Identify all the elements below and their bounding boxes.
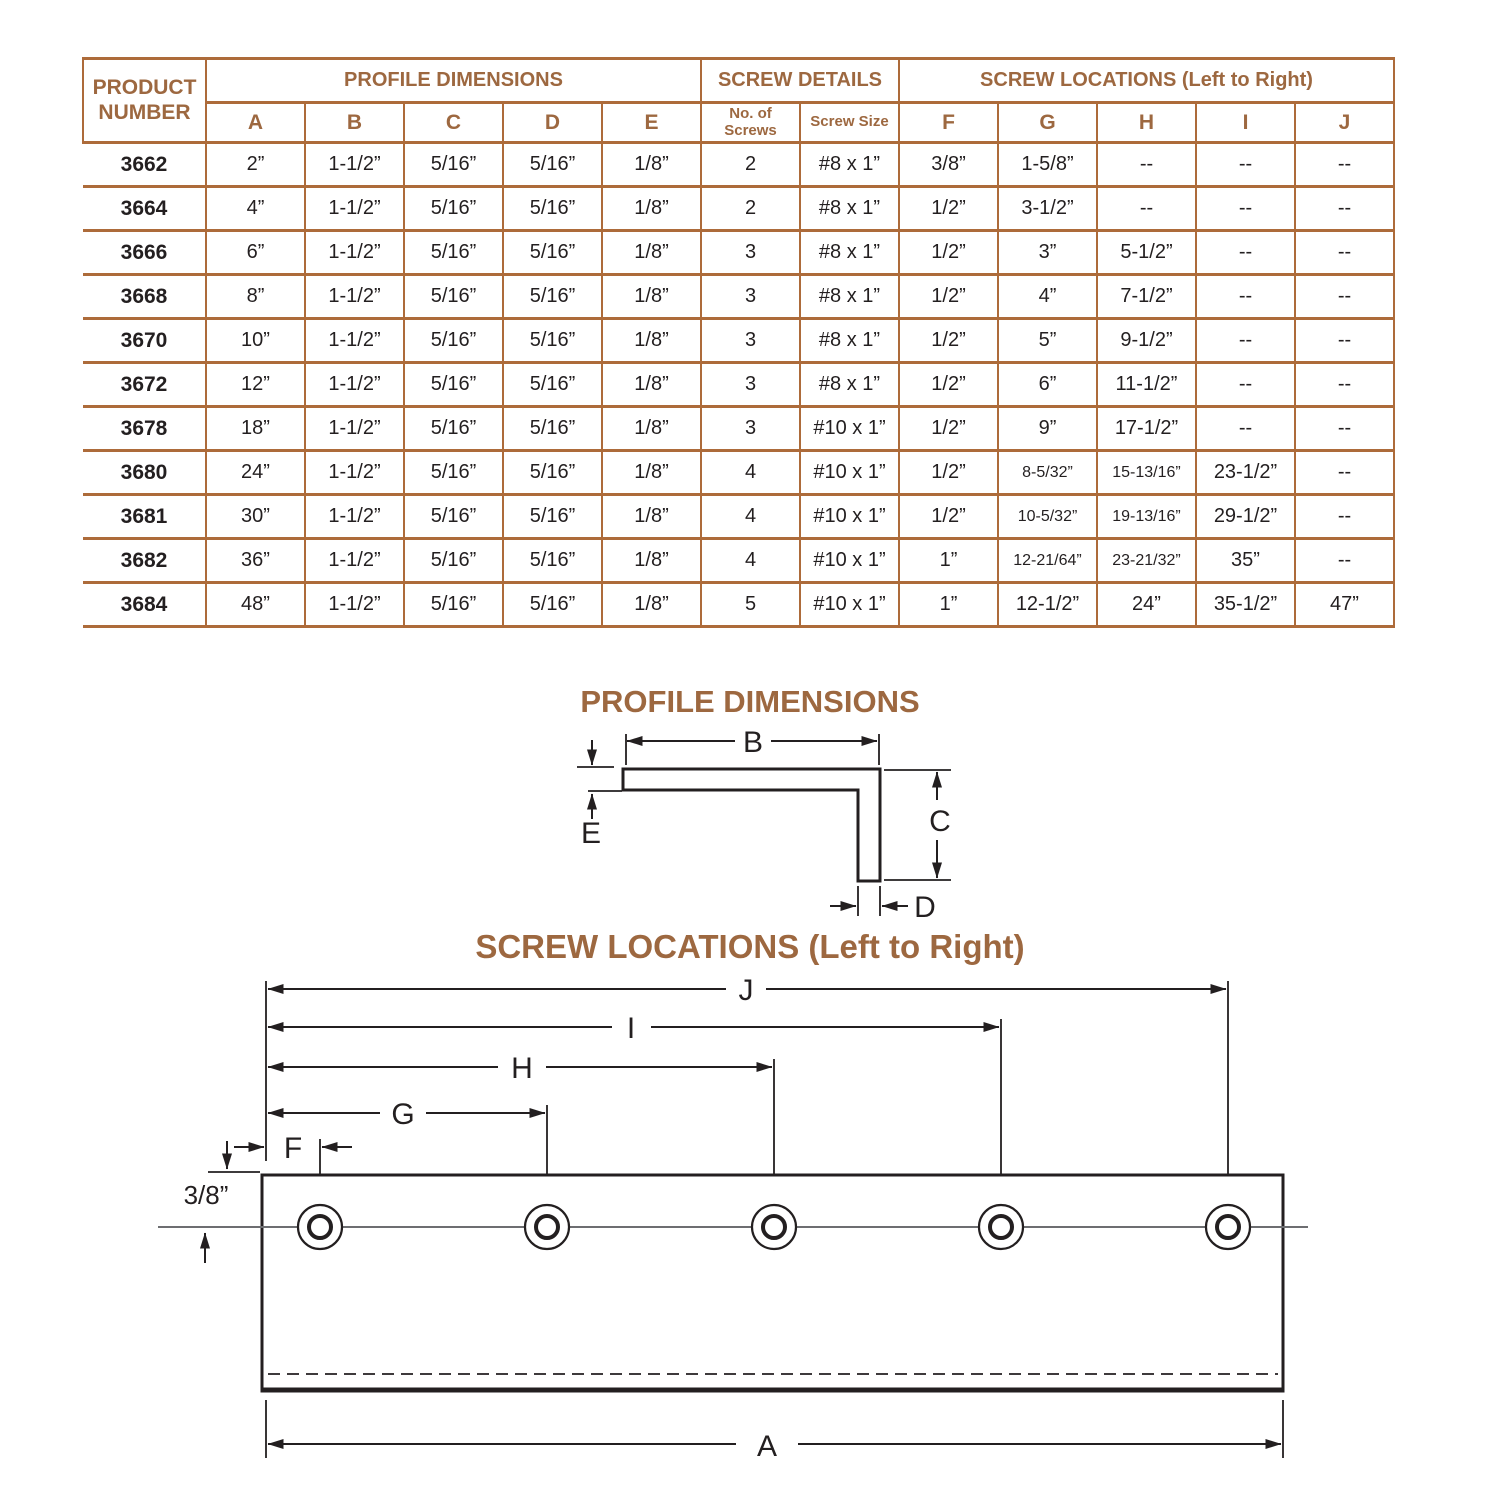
- spec-cell: 1-5/8”: [998, 143, 1097, 187]
- spec-cell: 1/2”: [899, 495, 998, 539]
- profile-l-shape-outline: [623, 769, 880, 881]
- spec-cell: #8 x 1”: [800, 143, 899, 187]
- spec-cell: 6”: [998, 363, 1097, 407]
- dimension-g: [268, 1098, 545, 1131]
- spec-cell: 5/16”: [404, 275, 503, 319]
- dimension-j: [268, 974, 1226, 1007]
- product-number-cell: 3668: [83, 275, 206, 319]
- spec-cell: 10”: [206, 319, 305, 363]
- spec-cell: --: [1097, 143, 1196, 187]
- dimension-label-d: D: [914, 891, 936, 924]
- product-number-cell: 3664: [83, 187, 206, 231]
- spec-cell: 1/8”: [602, 319, 701, 363]
- spec-cell: 1/2”: [899, 275, 998, 319]
- spec-cell: 1-1/2”: [305, 143, 404, 187]
- product-number-cell: 3678: [83, 407, 206, 451]
- spec-cell: --: [1196, 319, 1295, 363]
- table-row: [83, 275, 1394, 319]
- spec-cell: 4: [701, 451, 800, 495]
- dimension-c: [884, 770, 951, 880]
- spec-table-body: [83, 143, 1394, 627]
- spec-cell: 12”: [206, 363, 305, 407]
- group-header-row: [83, 59, 1394, 103]
- spec-cell: --: [1295, 539, 1394, 583]
- spec-cell: 5/16”: [404, 187, 503, 231]
- product-number-cell: 3662: [83, 143, 206, 187]
- table-row: [83, 363, 1394, 407]
- spec-cell: 5/16”: [404, 143, 503, 187]
- spec-cell: 48”: [206, 583, 305, 627]
- dimension-e: [577, 740, 622, 850]
- spec-cell: 12-21/64”: [998, 539, 1097, 583]
- spec-cell: --: [1196, 143, 1295, 187]
- group-header-profile-dimensions: PROFILE DIMENSIONS: [206, 59, 701, 103]
- spec-cell: 19-13/16”: [1097, 495, 1196, 539]
- product-number-cell: 3682: [83, 539, 206, 583]
- column-header-a: A: [206, 103, 305, 143]
- product-number-header: PRODUCT NUMBER: [83, 59, 206, 143]
- spec-cell: 3: [701, 319, 800, 363]
- spec-cell: 1-1/2”: [305, 451, 404, 495]
- column-header-e: E: [602, 103, 701, 143]
- spec-cell: 47”: [1295, 583, 1394, 627]
- profile-dimensions-drawing: [540, 722, 1020, 937]
- table-row: [83, 231, 1394, 275]
- spec-cell: #8 x 1”: [800, 319, 899, 363]
- spec-cell: 23-21/32”: [1097, 539, 1196, 583]
- spec-cell: 5/16”: [404, 451, 503, 495]
- spec-cell: 1/2”: [899, 187, 998, 231]
- dimension-label-g: G: [391, 1098, 415, 1131]
- spec-cell: #8 x 1”: [800, 231, 899, 275]
- spec-cell: 3/8”: [899, 143, 998, 187]
- table-row: [83, 143, 1394, 187]
- spec-cell: --: [1196, 187, 1295, 231]
- spec-cell: #10 x 1”: [800, 539, 899, 583]
- screw-locations-drawing: [120, 972, 1360, 1472]
- spec-cell: #10 x 1”: [800, 407, 899, 451]
- spec-cell: --: [1295, 187, 1394, 231]
- dimension-b: [626, 726, 879, 765]
- spec-cell: 5/16”: [503, 187, 602, 231]
- dimension-label-b: B: [742, 726, 764, 759]
- spec-cell: 5-1/2”: [1097, 231, 1196, 275]
- spec-cell: 5: [701, 583, 800, 627]
- spec-cell: 10-5/32”: [998, 495, 1097, 539]
- spec-cell: 1-1/2”: [305, 319, 404, 363]
- dimension-hole-offset: [184, 1141, 229, 1263]
- spec-cell: 1”: [899, 539, 998, 583]
- spec-cell: 3: [701, 275, 800, 319]
- spec-cell: 35-1/2”: [1196, 583, 1295, 627]
- spec-cell: 1/8”: [602, 583, 701, 627]
- table-row: [83, 407, 1394, 451]
- column-header-j: J: [1295, 103, 1394, 143]
- spec-cell: 1/2”: [899, 407, 998, 451]
- spec-cell: 8-5/32”: [998, 451, 1097, 495]
- spec-cell: 5/16”: [503, 495, 602, 539]
- spec-cell: 1/8”: [602, 451, 701, 495]
- spec-cell: 5/16”: [404, 231, 503, 275]
- spec-cell: 5/16”: [503, 583, 602, 627]
- spec-cell: 1/8”: [602, 143, 701, 187]
- spec-cell: 11-1/2”: [1097, 363, 1196, 407]
- spec-cell: #10 x 1”: [800, 451, 899, 495]
- spec-cell: 5/16”: [404, 407, 503, 451]
- spec-cell: --: [1196, 231, 1295, 275]
- product-number-cell: 3672: [83, 363, 206, 407]
- spec-cell: 5/16”: [503, 539, 602, 583]
- dimension-label-hole-offset: 3/8”: [183, 1180, 229, 1210]
- spec-cell: --: [1295, 231, 1394, 275]
- spec-cell: 5/16”: [503, 451, 602, 495]
- dimension-f: [234, 1132, 352, 1165]
- spec-cell: 6”: [206, 231, 305, 275]
- spec-cell: 5/16”: [503, 143, 602, 187]
- spec-cell: 29-1/2”: [1196, 495, 1295, 539]
- spec-cell: --: [1295, 319, 1394, 363]
- spec-cell: 2”: [206, 143, 305, 187]
- spec-cell: 24”: [1097, 583, 1196, 627]
- spec-cell: #8 x 1”: [800, 187, 899, 231]
- spec-cell: 5/16”: [404, 495, 503, 539]
- spec-cell: 35”: [1196, 539, 1295, 583]
- spec-cell: 2: [701, 187, 800, 231]
- spec-cell: 30”: [206, 495, 305, 539]
- spec-cell: 15-13/16”: [1097, 451, 1196, 495]
- spec-cell: 1/8”: [602, 539, 701, 583]
- spec-cell: 1/2”: [899, 319, 998, 363]
- spec-cell: 17-1/2”: [1097, 407, 1196, 451]
- spec-cell: --: [1295, 143, 1394, 187]
- spec-cell: 7-1/2”: [1097, 275, 1196, 319]
- group-header-screw-locations: SCREW LOCATIONS (Left to Right): [899, 59, 1394, 103]
- spec-cell: 1-1/2”: [305, 539, 404, 583]
- spec-cell: 5/16”: [503, 363, 602, 407]
- table-row: [83, 187, 1394, 231]
- product-number-cell: 3670: [83, 319, 206, 363]
- spec-table: [82, 57, 1395, 628]
- table-row: [83, 495, 1394, 539]
- spec-cell: 3: [701, 363, 800, 407]
- product-number-cell: 3666: [83, 231, 206, 275]
- spec-cell: 1-1/2”: [305, 363, 404, 407]
- table-row: [83, 539, 1394, 583]
- column-header-screw-size: Screw Size: [800, 103, 899, 143]
- spec-cell: 3”: [998, 231, 1097, 275]
- spec-cell: 1/8”: [602, 495, 701, 539]
- spec-cell: --: [1295, 451, 1394, 495]
- product-number-cell: 3681: [83, 495, 206, 539]
- column-header-b: B: [305, 103, 404, 143]
- column-header-row: [83, 103, 1394, 143]
- screw-hole-1: [298, 1205, 342, 1249]
- dimension-label-e: E: [580, 817, 602, 850]
- spec-cell: 4”: [206, 187, 305, 231]
- group-header-screw-details: SCREW DETAILS: [701, 59, 899, 103]
- spec-cell: 1-1/2”: [305, 495, 404, 539]
- spec-cell: 5”: [998, 319, 1097, 363]
- spec-cell: 2: [701, 143, 800, 187]
- spec-cell: 9”: [998, 407, 1097, 451]
- screw-hole-5: [1206, 1205, 1250, 1249]
- spec-cell: 5/16”: [503, 319, 602, 363]
- spec-cell: 9-1/2”: [1097, 319, 1196, 363]
- spec-cell: --: [1196, 407, 1295, 451]
- table-row: [83, 583, 1394, 627]
- spec-cell: 1/8”: [602, 363, 701, 407]
- spec-cell: --: [1295, 275, 1394, 319]
- column-header-g: G: [998, 103, 1097, 143]
- spec-cell: 1-1/2”: [305, 231, 404, 275]
- spec-cell: 23-1/2”: [1196, 451, 1295, 495]
- spec-cell: 4: [701, 539, 800, 583]
- product-number-cell: 3680: [83, 451, 206, 495]
- dimension-i: [268, 1012, 999, 1045]
- dimension-a: [268, 1430, 1281, 1463]
- column-header-h: H: [1097, 103, 1196, 143]
- dimension-label-f: F: [283, 1132, 303, 1165]
- spec-cell: --: [1295, 495, 1394, 539]
- spec-cell: 1/8”: [602, 231, 701, 275]
- column-header-c: C: [404, 103, 503, 143]
- profile-diagram-title: PROFILE DIMENSIONS: [580, 684, 920, 719]
- spec-cell: 1/2”: [899, 451, 998, 495]
- spec-cell: --: [1196, 363, 1295, 407]
- spec-cell: 8”: [206, 275, 305, 319]
- spec-cell: 1-1/2”: [305, 187, 404, 231]
- spec-cell: 1/8”: [602, 407, 701, 451]
- spec-cell: #8 x 1”: [800, 275, 899, 319]
- spec-cell: --: [1097, 187, 1196, 231]
- column-header-d: D: [503, 103, 602, 143]
- spec-cell: #8 x 1”: [800, 363, 899, 407]
- spec-cell: 3-1/2”: [998, 187, 1097, 231]
- spec-cell: 5/16”: [503, 407, 602, 451]
- spec-cell: 5/16”: [404, 583, 503, 627]
- spec-cell: 3: [701, 231, 800, 275]
- spec-cell: 5/16”: [404, 363, 503, 407]
- spec-cell: #10 x 1”: [800, 495, 899, 539]
- column-header-i: I: [1196, 103, 1295, 143]
- column-header-f: F: [899, 103, 998, 143]
- dimension-label-j: J: [738, 974, 754, 1007]
- dimension-label-a: A: [756, 1430, 778, 1463]
- dimension-d: [830, 886, 936, 924]
- product-number-cell: 3684: [83, 583, 206, 627]
- screw-hole-4: [979, 1205, 1023, 1249]
- spec-cell: 1/2”: [899, 231, 998, 275]
- spec-cell: 1-1/2”: [305, 275, 404, 319]
- screw-diagram-title: SCREW LOCATIONS (Left to Right): [475, 928, 1025, 965]
- spec-cell: 1-1/2”: [305, 407, 404, 451]
- spec-cell: 12-1/2”: [998, 583, 1097, 627]
- column-header-no-of-screws: No. of Screws: [701, 103, 800, 143]
- spec-cell: 36”: [206, 539, 305, 583]
- spec-cell: --: [1295, 363, 1394, 407]
- screw-hole-3: [752, 1205, 796, 1249]
- spec-cell: 5/16”: [503, 231, 602, 275]
- spec-cell: --: [1295, 407, 1394, 451]
- spec-cell: 5/16”: [404, 539, 503, 583]
- spec-cell: 5/16”: [404, 319, 503, 363]
- spec-cell: 5/16”: [503, 275, 602, 319]
- spec-cell: 4”: [998, 275, 1097, 319]
- spec-cell: 18”: [206, 407, 305, 451]
- spec-cell: --: [1196, 275, 1295, 319]
- table-row: [83, 319, 1394, 363]
- dimension-label-c: C: [929, 805, 951, 838]
- dimension-h: [268, 1052, 772, 1085]
- spec-cell: 1”: [899, 583, 998, 627]
- spec-cell: 1/2”: [899, 363, 998, 407]
- spec-cell: 24”: [206, 451, 305, 495]
- table-row: [83, 451, 1394, 495]
- spec-cell: 4: [701, 495, 800, 539]
- dimension-label-i: I: [626, 1012, 636, 1045]
- dimension-label-h: H: [511, 1052, 533, 1085]
- spec-cell: #10 x 1”: [800, 583, 899, 627]
- spec-cell: 1/8”: [602, 187, 701, 231]
- spec-cell: 1-1/2”: [305, 583, 404, 627]
- spec-cell: 3: [701, 407, 800, 451]
- screw-hole-2: [525, 1205, 569, 1249]
- spec-cell: 1/8”: [602, 275, 701, 319]
